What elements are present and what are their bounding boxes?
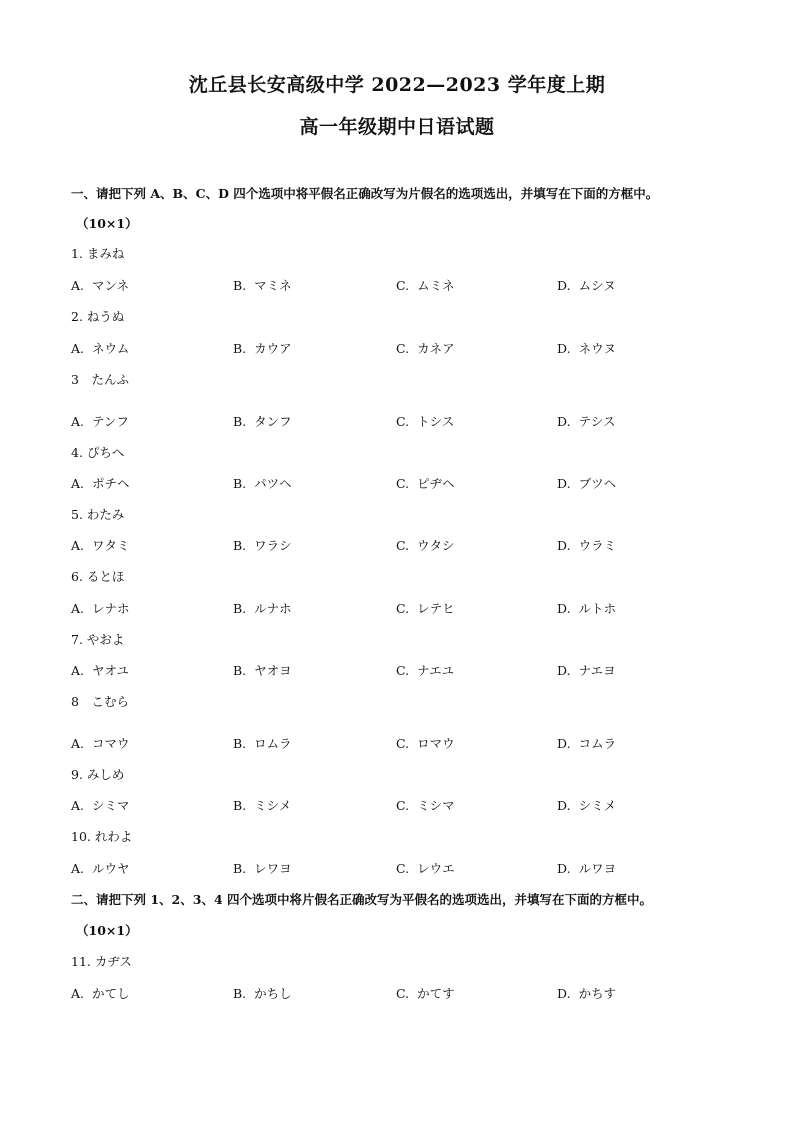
option-a[interactable] — [71, 536, 129, 554]
option-text: トシス — [417, 414, 455, 429]
option-text: ルワヨ — [578, 861, 617, 876]
option-c[interactable] — [396, 599, 455, 617]
option-d[interactable] — [557, 412, 615, 430]
question-stem: 9. みしめ — [71, 767, 125, 782]
option-label: D. — [557, 341, 571, 356]
question-stem: 6. るとほ — [71, 569, 125, 584]
option-label: B. — [233, 538, 247, 553]
question-stem: 2. ねうぬ — [71, 309, 125, 324]
option-label: C. — [396, 476, 410, 491]
option-label: A. — [71, 476, 85, 491]
question-stem: 5. わたみ — [71, 507, 125, 522]
option-text: レテヒ — [417, 601, 455, 616]
option-text: シミメ — [578, 798, 617, 813]
option-text: コムラ — [578, 736, 617, 751]
option-label: C. — [396, 278, 410, 293]
option-label: C. — [396, 798, 410, 813]
option-b[interactable] — [233, 661, 292, 679]
option-label: D. — [557, 736, 571, 751]
option-b[interactable] — [233, 734, 292, 752]
option-label: D. — [557, 798, 571, 813]
option-label: B. — [233, 341, 247, 356]
option-label: B. — [233, 798, 247, 813]
option-a[interactable] — [71, 412, 129, 430]
option-text: ヤオユ — [92, 663, 130, 678]
option-label: A. — [71, 414, 85, 429]
option-d[interactable] — [557, 796, 616, 814]
option-d[interactable] — [557, 276, 616, 294]
option-text: ルナホ — [254, 601, 292, 616]
option-c[interactable] — [396, 339, 455, 357]
option-text: ブツヘ — [578, 476, 617, 491]
option-text: ムシヌ — [578, 278, 616, 293]
option-label: D. — [557, 476, 571, 491]
option-label: A. — [71, 538, 85, 553]
option-text: ロムラ — [254, 736, 292, 751]
option-text: ルトホ — [578, 601, 617, 616]
option-label: B. — [233, 986, 247, 1001]
option-label: B. — [233, 736, 247, 751]
question-stem: 3 たんふ — [71, 372, 129, 387]
option-text: ワラシ — [254, 538, 292, 553]
option-label: A. — [71, 601, 85, 616]
option-b[interactable] — [233, 474, 292, 492]
option-text: ネウム — [92, 341, 130, 356]
option-c[interactable] — [396, 536, 454, 554]
option-text: カネア — [417, 341, 455, 356]
option-label: D. — [557, 986, 571, 1001]
option-c[interactable] — [396, 859, 455, 877]
option-label: A. — [71, 278, 85, 293]
option-a[interactable] — [71, 734, 130, 752]
section1-instruction: 一、请把下列 A、B、C、D 四个选项中将平假名正确改写为片假名的选项选出，并填写在下面的方框中。 — [71, 186, 659, 201]
option-text: レナホ — [92, 601, 130, 616]
option-text: ルウヤ — [92, 861, 130, 876]
option-c[interactable] — [396, 796, 455, 814]
option-label: C. — [396, 986, 410, 1001]
option-text: ウラミ — [578, 538, 617, 553]
question-stem: 10. れわよ — [71, 829, 133, 844]
option-a[interactable] — [71, 599, 130, 617]
option-a[interactable] — [71, 276, 129, 294]
option-label: C. — [396, 414, 410, 429]
option-label: D. — [557, 538, 571, 553]
option-text: マミネ — [254, 278, 292, 293]
option-label: C. — [396, 538, 410, 553]
option-label: D. — [557, 861, 571, 876]
question-stem: 4. ぴちへ — [71, 445, 125, 460]
option-text: ヤオヨ — [254, 663, 292, 678]
option-label: A. — [71, 663, 85, 678]
option-text: タンフ — [254, 414, 292, 429]
option-text: レワヨ — [254, 861, 292, 876]
option-label: B. — [233, 476, 247, 491]
option-label: D. — [557, 278, 571, 293]
option-a[interactable] — [71, 474, 130, 492]
option-a[interactable] — [71, 796, 130, 814]
option-c[interactable] — [396, 412, 454, 430]
option-label: C. — [396, 736, 410, 751]
option-b[interactable] — [233, 412, 292, 430]
option-c[interactable] — [396, 661, 454, 679]
question-stem: 11. カヂス — [71, 954, 132, 969]
option-label: B. — [233, 663, 247, 678]
option-b[interactable] — [233, 536, 292, 554]
option-label: C. — [396, 601, 410, 616]
option-text: ミシメ — [254, 798, 292, 813]
option-text: カウア — [254, 341, 292, 356]
option-d[interactable] — [557, 859, 616, 877]
option-b[interactable] — [233, 339, 292, 357]
option-text: かちす — [578, 986, 617, 1001]
option-b[interactable] — [233, 984, 292, 1002]
option-d[interactable] — [557, 474, 616, 492]
option-d[interactable] — [557, 536, 616, 554]
option-label: A. — [71, 736, 85, 751]
option-label: A. — [71, 798, 85, 813]
option-d[interactable] — [557, 339, 616, 357]
option-label: D. — [557, 601, 571, 616]
option-label: A. — [71, 861, 85, 876]
option-text: ナエヨ — [578, 663, 616, 678]
option-label: B. — [233, 601, 247, 616]
option-c[interactable] — [396, 276, 455, 294]
option-text: ナエユ — [417, 663, 455, 678]
option-label: A. — [71, 986, 85, 1001]
question-stem: 1. まみね — [71, 246, 125, 261]
option-text: テンフ — [92, 414, 129, 429]
option-d[interactable] — [557, 734, 616, 752]
option-label: C. — [396, 861, 410, 876]
option-text: マンネ — [92, 278, 130, 293]
option-text: コマウ — [92, 736, 130, 751]
section2-score: （10×1） — [76, 923, 138, 938]
option-text: ムミネ — [417, 278, 455, 293]
option-text: ロマウ — [417, 736, 455, 751]
option-label: C. — [396, 341, 410, 356]
option-text: かてす — [417, 986, 455, 1001]
option-text: テシス — [578, 414, 616, 429]
option-label: B. — [233, 414, 247, 429]
exam-title-line1: 沈丘县长安高级中学 2022—2023 学年度上期 — [188, 74, 606, 96]
option-d[interactable] — [557, 661, 616, 679]
question-stem: 7. やおよ — [71, 632, 125, 647]
option-text: パツヘ — [254, 476, 292, 491]
option-b[interactable] — [233, 796, 291, 814]
option-text: ネウヌ — [578, 341, 616, 356]
option-d[interactable] — [557, 599, 616, 617]
option-c[interactable] — [396, 984, 455, 1002]
option-c[interactable] — [396, 734, 455, 752]
question-stem: 8 こむら — [71, 694, 129, 709]
option-text: ワタミ — [92, 538, 130, 553]
option-label: B. — [233, 861, 247, 876]
option-text: レウエ — [417, 861, 455, 876]
option-a[interactable] — [71, 339, 129, 357]
option-text: かてし — [92, 986, 130, 1001]
option-b[interactable] — [233, 599, 292, 617]
option-text: ミシマ — [417, 798, 455, 813]
section2-instruction: 二、请把下列 1、2、3、4 四个选项中将片假名正确改写为平假名的选项选出，并填写在下面的方框中。 — [71, 892, 652, 907]
option-text: シミマ — [92, 798, 130, 813]
option-text: かちし — [254, 986, 292, 1001]
section1-score: （10×1） — [76, 216, 138, 231]
exam-title-line2: 高一年级期中日语试题 — [299, 116, 495, 138]
option-label: A. — [71, 341, 85, 356]
option-text: ウタシ — [417, 538, 455, 553]
option-d[interactable] — [557, 984, 616, 1002]
option-a[interactable] — [71, 661, 129, 679]
option-text: ポチヘ — [92, 476, 130, 491]
option-b[interactable] — [233, 276, 292, 294]
option-b[interactable] — [233, 859, 292, 877]
option-c[interactable] — [396, 474, 455, 492]
option-text: ピヂヘ — [417, 476, 455, 491]
option-label: D. — [557, 663, 571, 678]
option-a[interactable] — [71, 984, 130, 1002]
option-label: D. — [557, 414, 571, 429]
option-label: C. — [396, 663, 410, 678]
option-a[interactable] — [71, 859, 130, 877]
option-label: B. — [233, 278, 247, 293]
